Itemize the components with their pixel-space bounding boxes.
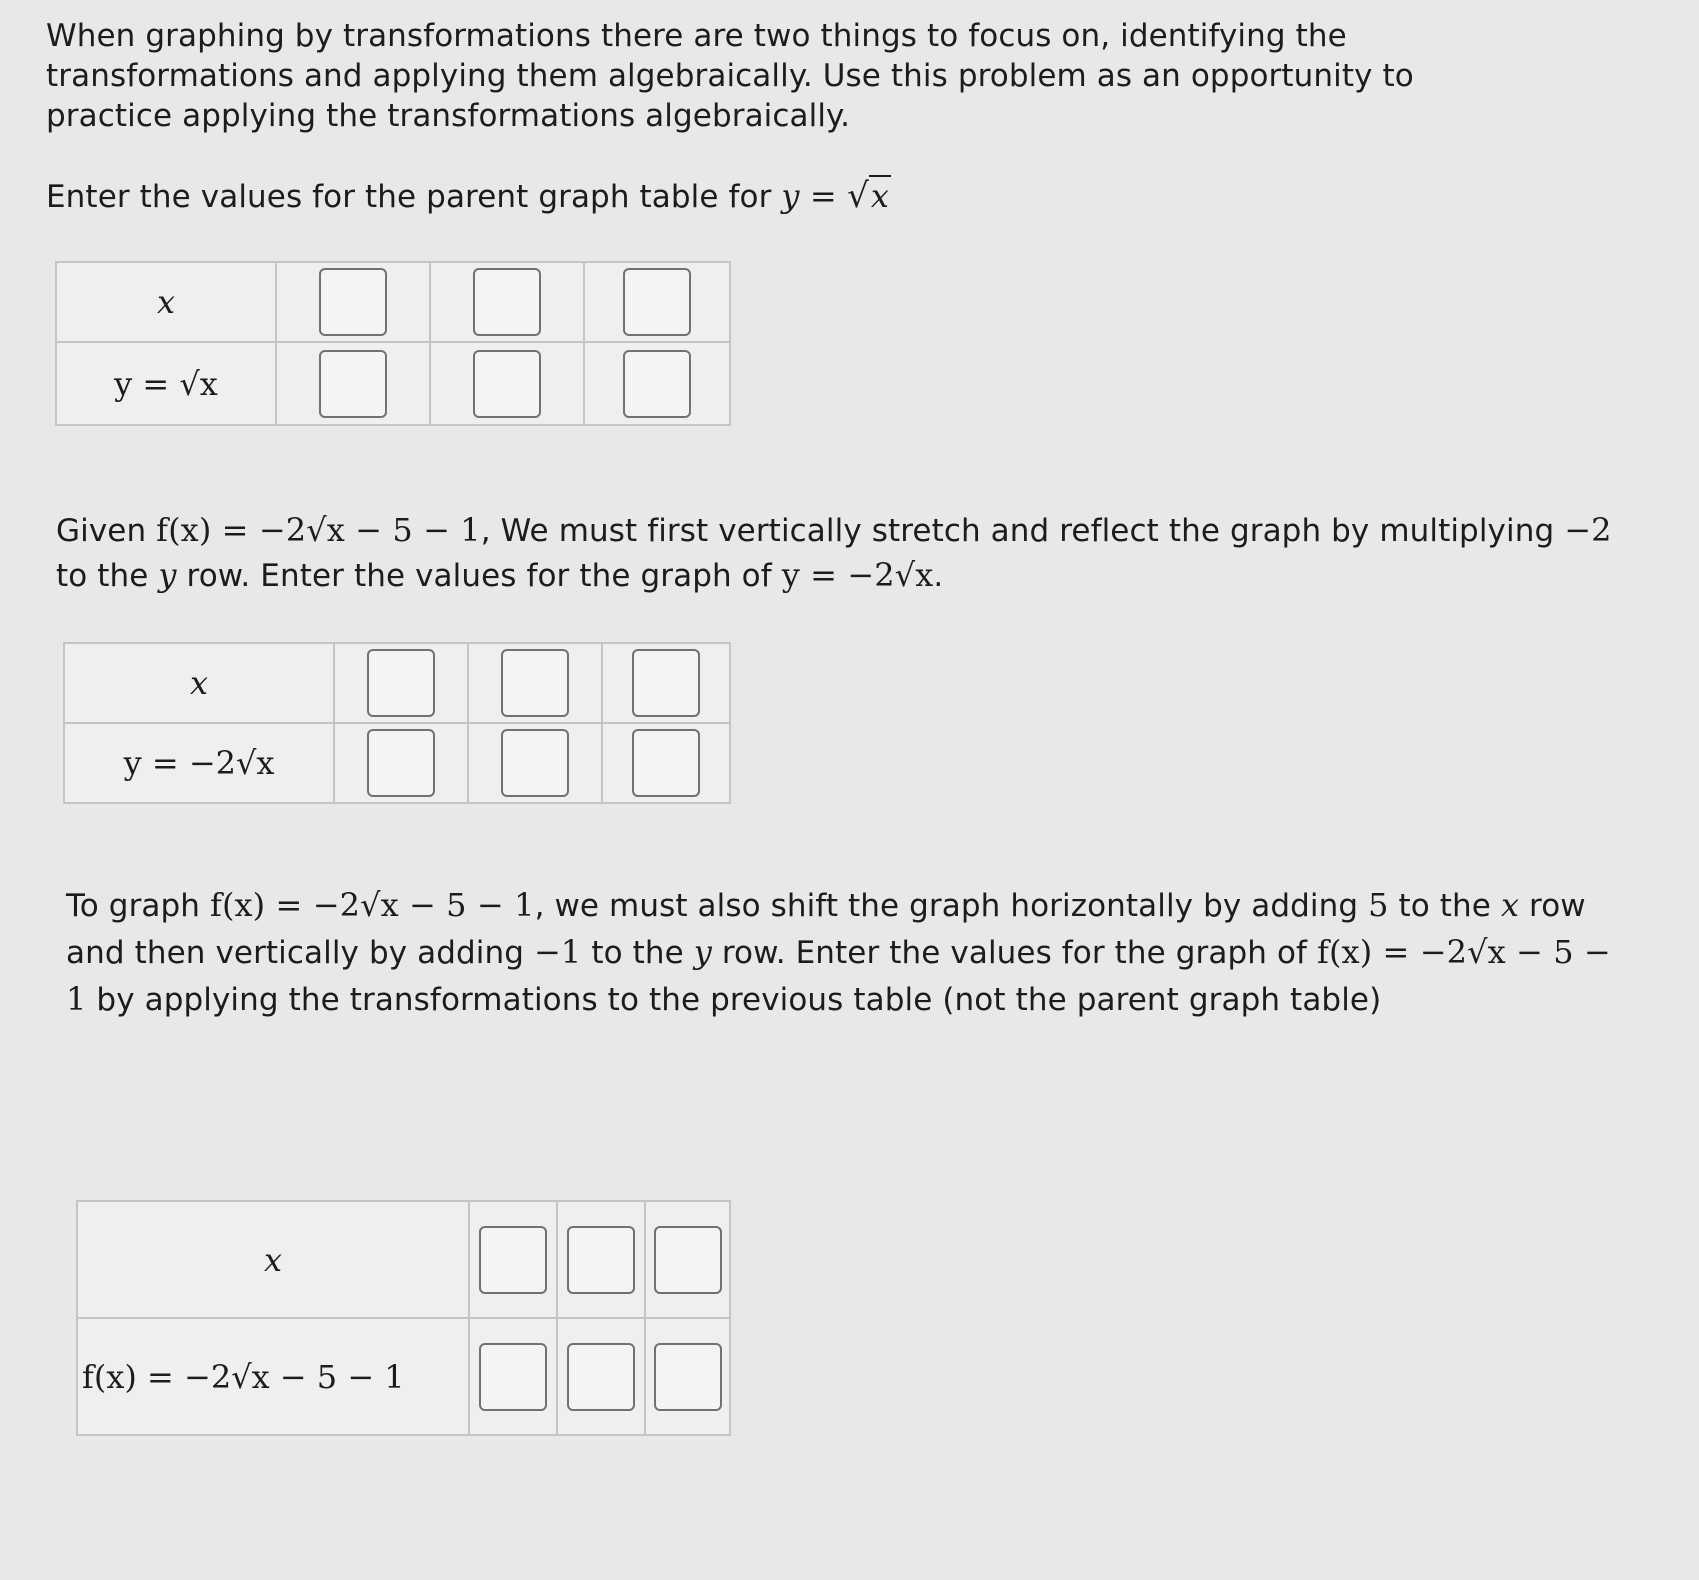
stretch-neg2: −2 — [1564, 511, 1612, 549]
input-cell — [468, 723, 602, 803]
input-cell — [469, 1318, 557, 1435]
shift-tograph: To graph — [66, 888, 210, 924]
row-label-cell — [56, 262, 276, 342]
parent-eq-radicand: x — [870, 177, 889, 215]
stretch-y2-input[interactable] — [501, 729, 569, 797]
table-row — [56, 342, 730, 425]
parent-x2-input[interactable] — [473, 268, 541, 336]
row-label-cell — [77, 1318, 469, 1435]
table-row — [64, 723, 730, 803]
input-cell — [430, 262, 584, 342]
shift-y2-input[interactable] — [567, 1343, 635, 1411]
input-cell — [334, 723, 468, 803]
stretch-y-label: y = −2√x — [123, 744, 275, 782]
shift-e: row. Enter the values for the graph of — [711, 935, 1318, 971]
input-cell — [584, 262, 730, 342]
stretch-x-label: x — [189, 664, 209, 702]
table-row — [77, 1201, 730, 1318]
stretch-mid: , We must first vertically stretch and reflect the graph by multiplying — [480, 513, 1565, 549]
shift-c: row and then vertically by adding — [66, 888, 1586, 971]
shift-f: by applying the transformations to the previous table (not the parent graph table) — [86, 982, 1382, 1018]
shift-table — [76, 1200, 731, 1436]
parent-y2-input[interactable] — [473, 350, 541, 418]
input-cell — [276, 262, 430, 342]
stretch-fx: f(x) = −2√x − 5 − 1 — [156, 511, 481, 549]
shift-a: , we must also shift the graph horizontally by adding — [534, 888, 1369, 924]
sqrt-symbol: √ — [847, 176, 869, 216]
row-label-cell — [64, 723, 334, 803]
shift-fx-label: f(x) = −2√x − 5 − 1 — [82, 1357, 405, 1396]
input-cell — [334, 643, 468, 723]
shift-x3-input[interactable] — [654, 1226, 722, 1294]
stretch-paragraph — [56, 508, 1636, 598]
parent-prompt-text: Enter the values for the parent graph table for — [46, 179, 772, 215]
stretch-to: to the — [56, 558, 159, 594]
intro-paragraph — [46, 16, 1496, 136]
stretch-given: Given — [56, 513, 157, 549]
input-cell — [430, 342, 584, 425]
shift-y3-input[interactable] — [654, 1343, 722, 1411]
table-row — [56, 262, 730, 342]
input-cell — [645, 1318, 730, 1435]
shift-y1-input[interactable] — [479, 1343, 547, 1411]
input-cell — [584, 342, 730, 425]
input-cell — [276, 342, 430, 425]
row-label-cell — [64, 643, 334, 723]
parent-x1-input[interactable] — [319, 268, 387, 336]
stretch-y3-input[interactable] — [632, 729, 700, 797]
stretch-x2-input[interactable] — [501, 649, 569, 717]
input-cell — [602, 723, 730, 803]
input-cell — [557, 1201, 645, 1318]
table-row — [77, 1318, 730, 1435]
stretch-period: . — [933, 558, 944, 594]
stretch-table — [63, 642, 731, 804]
input-cell — [468, 643, 602, 723]
shift-y: y — [693, 933, 712, 971]
shift-d: to the — [581, 935, 694, 971]
shift-paragraph — [66, 882, 1626, 1023]
shift-x1-input[interactable] — [479, 1226, 547, 1294]
parent-prompt — [46, 176, 1346, 217]
stretch-eq: y = −2√x — [781, 556, 934, 594]
stretch-row: row. Enter the values for the graph of — [176, 558, 782, 594]
input-cell — [645, 1201, 730, 1318]
input-cell — [602, 643, 730, 723]
shift-x-label: x — [263, 1240, 283, 1279]
intro-text: When graphing by transformations there are two things to focus on, identifying the transformations and applying them algebraically. Use this problem as an opportunity to practice applying the transformations algebraically. — [46, 18, 1414, 134]
parent-y3-input[interactable] — [623, 350, 691, 418]
shift-fx2: f(x) = −2√x − 5 − 1 — [66, 933, 1611, 1018]
stretch-y1-input[interactable] — [367, 729, 435, 797]
parent-eq-y: y — [781, 177, 800, 215]
parent-x3-input[interactable] — [623, 268, 691, 336]
input-cell — [557, 1318, 645, 1435]
table-row — [64, 643, 730, 723]
shift-fx: f(x) = −2√x − 5 − 1 — [210, 886, 535, 924]
stretch-x3-input[interactable] — [632, 649, 700, 717]
parent-x-label: x — [156, 283, 176, 321]
parent-eq-equals: = — [799, 177, 848, 215]
parent-y1-input[interactable] — [319, 350, 387, 418]
stretch-x1-input[interactable] — [367, 649, 435, 717]
row-label-cell — [56, 342, 276, 425]
row-label-cell — [77, 1201, 469, 1318]
parent-table — [55, 261, 731, 426]
shift-x2-input[interactable] — [567, 1226, 635, 1294]
stretch-y: y — [158, 556, 177, 594]
shift-x: x — [1500, 886, 1520, 924]
input-cell — [469, 1201, 557, 1318]
parent-y-label: y = √x — [114, 364, 218, 403]
shift-five: 5 — [1368, 886, 1389, 924]
shift-neg1: −1 — [533, 933, 582, 971]
shift-b: to the — [1388, 888, 1501, 924]
